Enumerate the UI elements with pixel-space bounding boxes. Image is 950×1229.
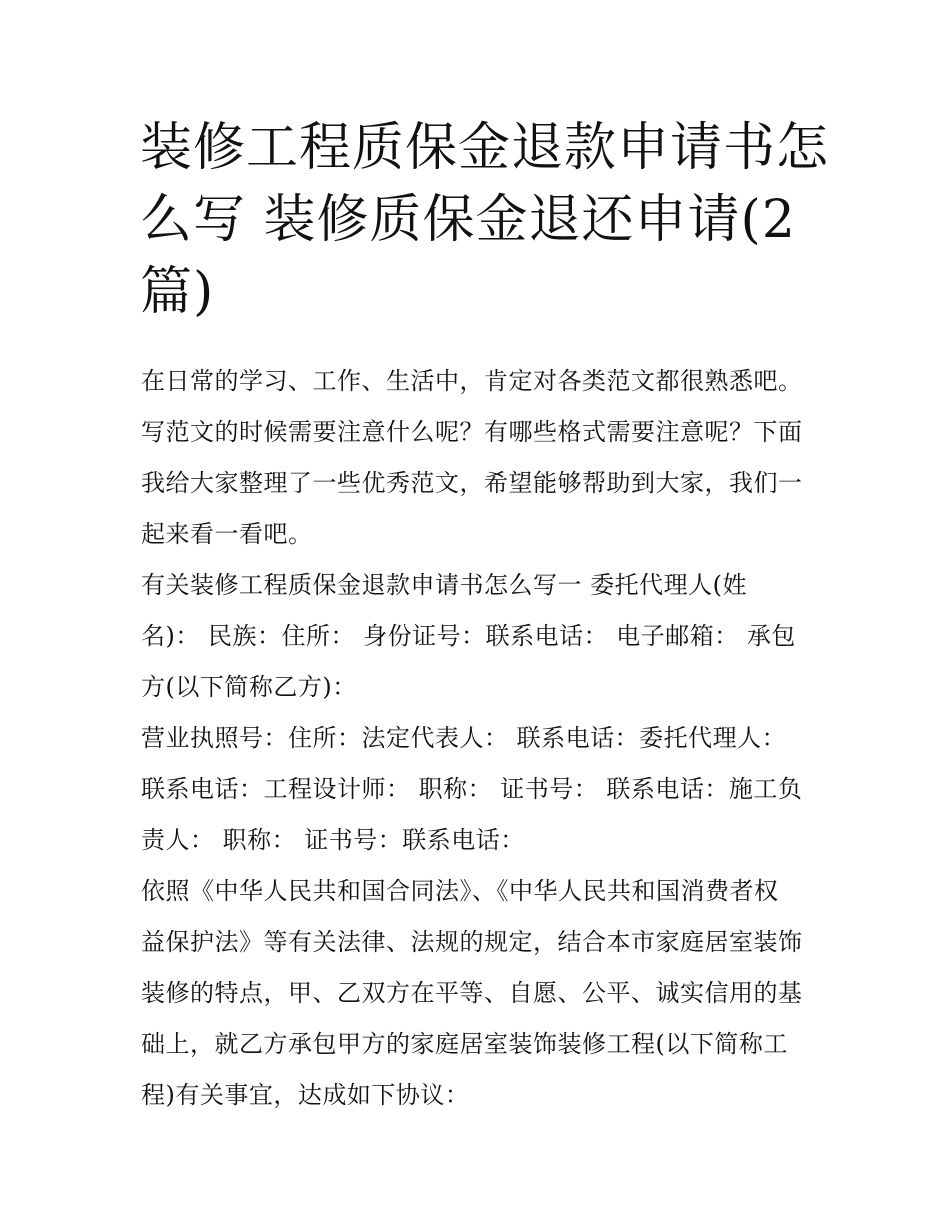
- legal-basis-line: 依照《中华人民共和国合同法》、《中华人民共和国消费者权: [141, 877, 779, 905]
- section-heading-line: 有关装修工程质保金退款申请书怎么写一 委托代理人(姓: [141, 571, 747, 599]
- title-line: 么写 装修质保金退还申请(2: [140, 190, 796, 250]
- intro-paragraph-line: 我给大家整理了一些优秀范文，希望能够帮助到大家，我们一: [141, 469, 803, 497]
- intro-paragraph-line: 起来看一看吧。: [141, 520, 313, 548]
- contractor-info-line: 营业执照号：住所：法定代表人： 联系电话：委托代理人：: [141, 724, 787, 752]
- party-info-line: 名)： 民族：住所： 身份证号：联系电话： 电子邮箱： 承包: [141, 622, 796, 650]
- document-body: [141, 356, 831, 1121]
- intro-paragraph-line: 在日常的学习、工作、生活中，肯定对各类范文都很熟悉吧。: [141, 367, 803, 395]
- party-info-line: 方(以下简称乙方)：: [141, 673, 357, 701]
- legal-basis-line: 益保护法》等有关法律、法规的规定，结合本市家庭居室装饰: [141, 928, 803, 956]
- intro-paragraph-line: 写范文的时候需要注意什么呢？有哪些格式需要注意呢？下面: [141, 418, 803, 446]
- title-line: 篇): [140, 262, 215, 322]
- title-line: 装修工程质保金退款申请书怎: [140, 118, 830, 178]
- document-title: [140, 112, 830, 328]
- legal-basis-line: 程)有关事宜，达成如下协议：: [141, 1081, 470, 1109]
- contractor-info-line: 责人： 职称： 证书号：联系电话：: [141, 826, 525, 854]
- legal-basis-line: 础上，就乙方承包甲方的家庭居室装饰装修工程(以下简称工: [141, 1030, 788, 1058]
- contractor-info-line: 联系电话：工程设计师： 职称： 证书号： 联系电话：施工负: [141, 775, 803, 803]
- legal-basis-line: 装修的特点，甲、乙双方在平等、自愿、公平、诚实信用的基: [141, 979, 803, 1007]
